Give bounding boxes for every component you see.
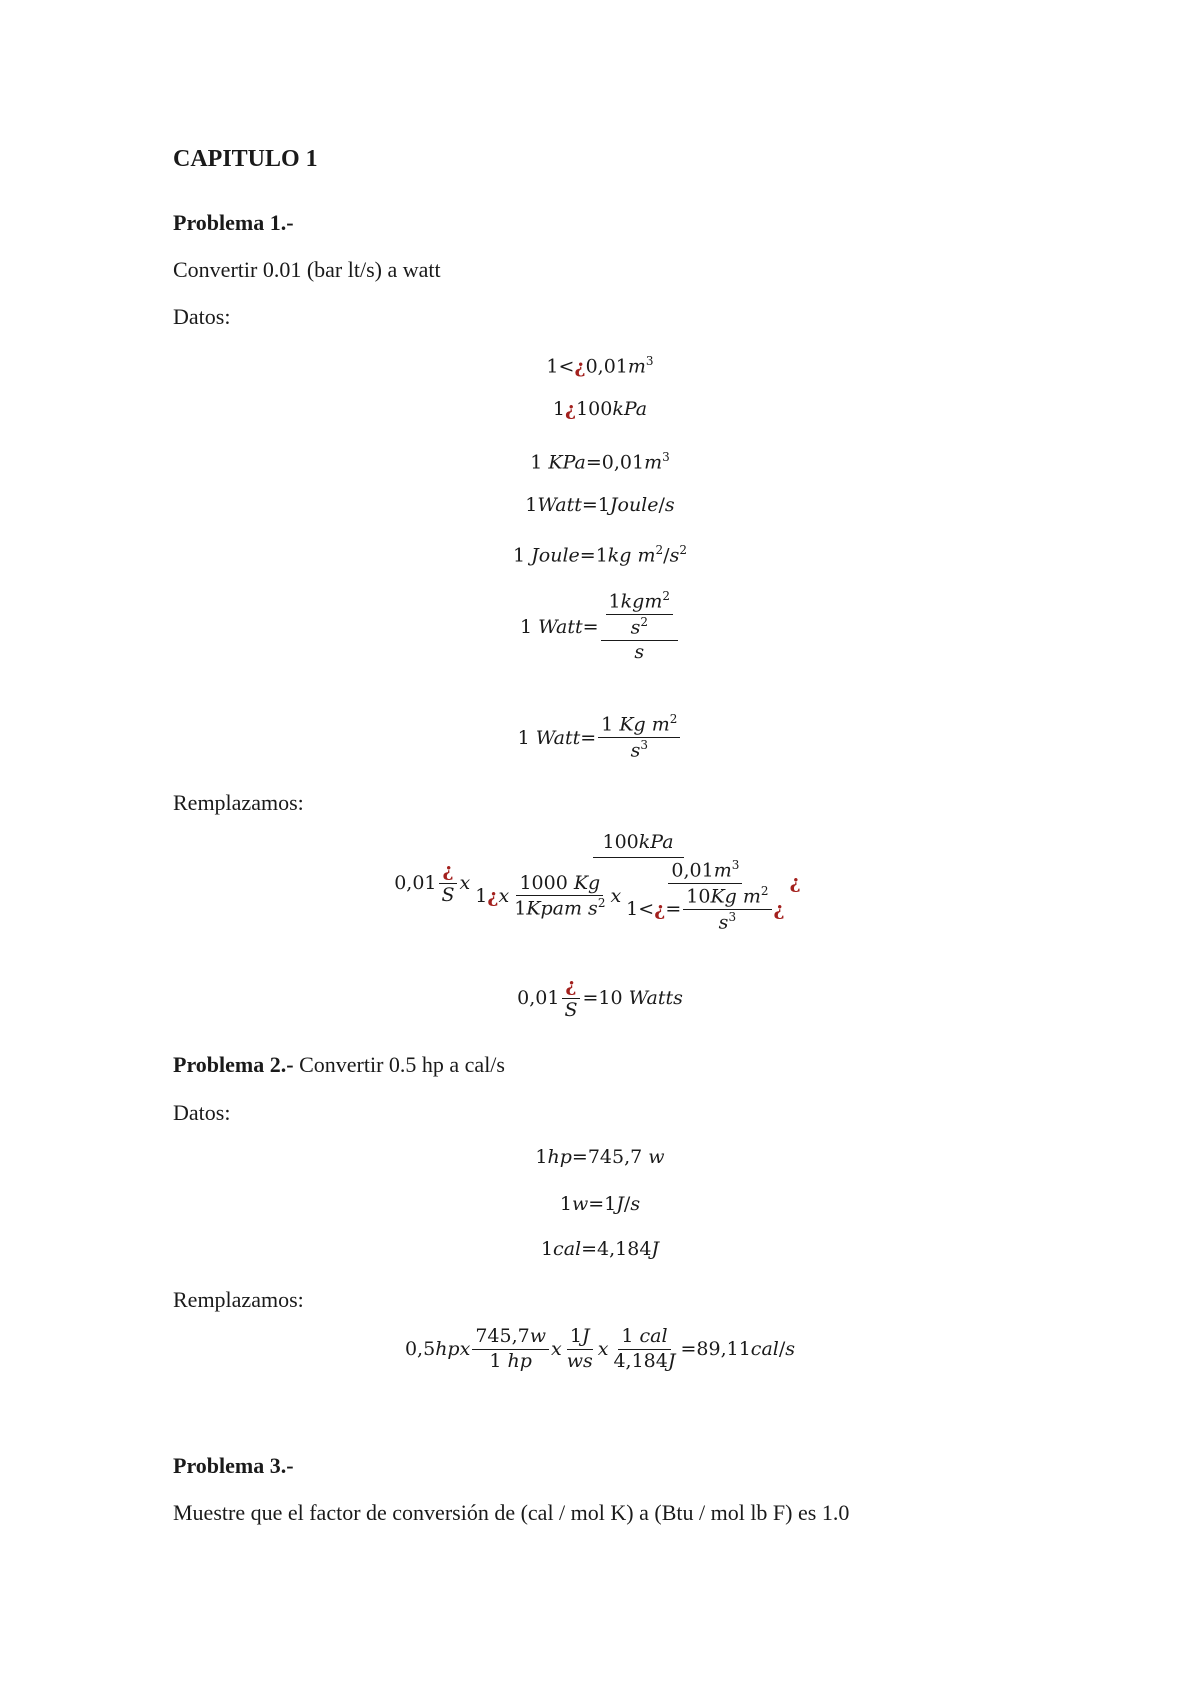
equation-hp: 1hp=745,7 w — [535, 1146, 665, 1168]
problem-3-statement: Muestre que el factor de conversión de (cal / mol K) a (Btu / mol lb F) es 1.0 — [173, 1500, 850, 1525]
equation-w: 1w=1J/s — [559, 1193, 641, 1215]
remplazamos-label-2: Remplazamos: — [173, 1287, 304, 1312]
remplazamos-label-1: Remplazamos: — [173, 790, 304, 815]
datos-label-2: Datos: — [173, 1100, 231, 1125]
problem-2-line — [173, 1052, 505, 1078]
problem-1-title: Problema 1.- — [173, 210, 294, 235]
problem-2-statement: Convertir 0.5 hp a cal/s — [293, 1052, 505, 1077]
equation-hp-calculation: 0,5 hp x $\frac{745,7w}{1 hp}$ x $\frac{1J}{ws}$ x $\frac{\text{1 cal}}{4,184J}$ =89,11 cal / s — [404, 1325, 796, 1372]
equation-cal: 1cal=4,184J — [540, 1238, 660, 1260]
equation-watt-final: 1 Watt = $\frac{1 Kg m^2}{s^3}$ — [0, 713, 1200, 762]
chapter-heading: CAPITULO 1 — [173, 146, 318, 172]
equation-bar: 1¿100kPa — [552, 398, 648, 420]
equation-substitution: 0,01 $\frac{¿}{S}$ x 100kPa 1 ¿ x $\frac{1000 Kg}{1Kpam s^2}$ x $0,01m^3$ 1< ¿ = $\frac{10Kg m^2}{s^3}$ ¿ ¿ — [394, 831, 801, 934]
equation-liter: $1<¿0,01m^3$ — [546, 354, 654, 378]
equation-watt-compound-fraction: 1 Watt = $\frac{\frac{1kgm^2}{s^2}}{s}$ — [0, 590, 1200, 664]
equation-result-watts: 0,01 $\frac{¿}{S}$ =10 Watts — [517, 974, 683, 1021]
problem-3-title: Problema 3.- — [173, 1453, 294, 1478]
equation-watt-joule: 1Watt=1Joule/s — [525, 494, 675, 516]
equation-kpa: 1 $KPa=0,01m^3$ — [530, 450, 670, 474]
equation-joule: 1 Joule=1kg $m^2/s^2$ — [513, 543, 687, 567]
problem-1-statement: Convertir 0.01 (bar lt/s) a watt — [173, 257, 441, 282]
problem-2-title: Problema 2.- — [173, 1052, 294, 1077]
datos-label-1: Datos: — [173, 304, 231, 329]
